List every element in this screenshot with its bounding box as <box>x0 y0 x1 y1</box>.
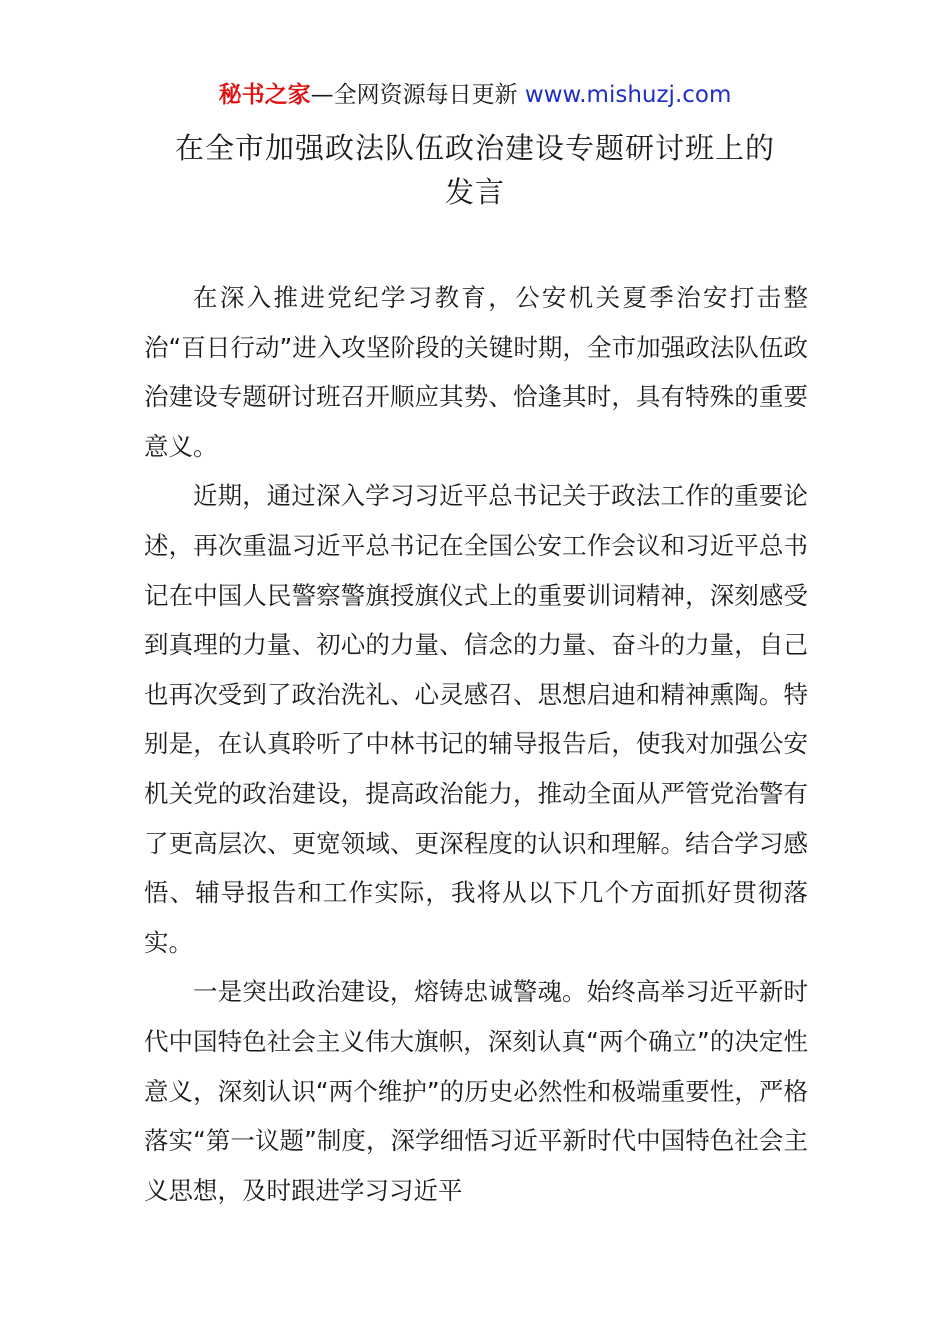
site-tagline: —全网资源每日更新 <box>310 82 518 108</box>
document-body <box>144 273 808 1215</box>
site-url-link[interactable]: www.mishuzj.com <box>517 82 732 108</box>
document-title <box>95 126 855 214</box>
document-title-line-2: 发言 <box>444 175 505 209</box>
paragraph-study: 近期，通过深入学习习近平总书记关于政法工作的重要论述，再次重温习近平总书记在全国公安工作会议和习近平总书记在中国人民警察警旗授旗仪式上的重要训词精神，深刻感受到真理的力量、初心的力量、信念的力量、奋斗的力量，自己也再次受到了政治洗礼、心灵感召、思想启迪和精神熏陶。特别是，在认真聆听了中林书记的辅导报告后，使我对加强公安机关党的政治建设，提高政治能力，推动全面从严管党治警有了更高层次、更宽领域、更深程度的认识和理解。结合学习感悟、辅导报告和工作实际，我将从以下几个方面抓好贯彻落实。 <box>144 481 808 957</box>
site-header <box>0 78 950 112</box>
document-title-line-1: 在全市加强政法队伍政治建设专题研讨班上的 <box>174 131 775 165</box>
site-brand: 秘书之家 <box>218 82 311 108</box>
paragraph-intro: 在深入推进党纪学习教育，公安机关夏季治安打击整治“百日行动”进入攻坚阶段的关键时期，全市加强政法队伍政治建设专题研讨班召开顺应其势、恰逢其时，具有特殊的重要意义。 <box>144 283 808 461</box>
paragraph-point-one: 一是突出政治建设，熔铸忠诚警魂。始终高举习近平新时代中国特色社会主义伟大旗帜，深刻认真“两个确立”的决定性意义，深刻认识“两个维护”的历史必然性和极端重要性，严格落实“第一议题”制度，深学细悟习近平新时代中国特色社会主义思想，及时跟进学习习近平 <box>144 977 808 1205</box>
